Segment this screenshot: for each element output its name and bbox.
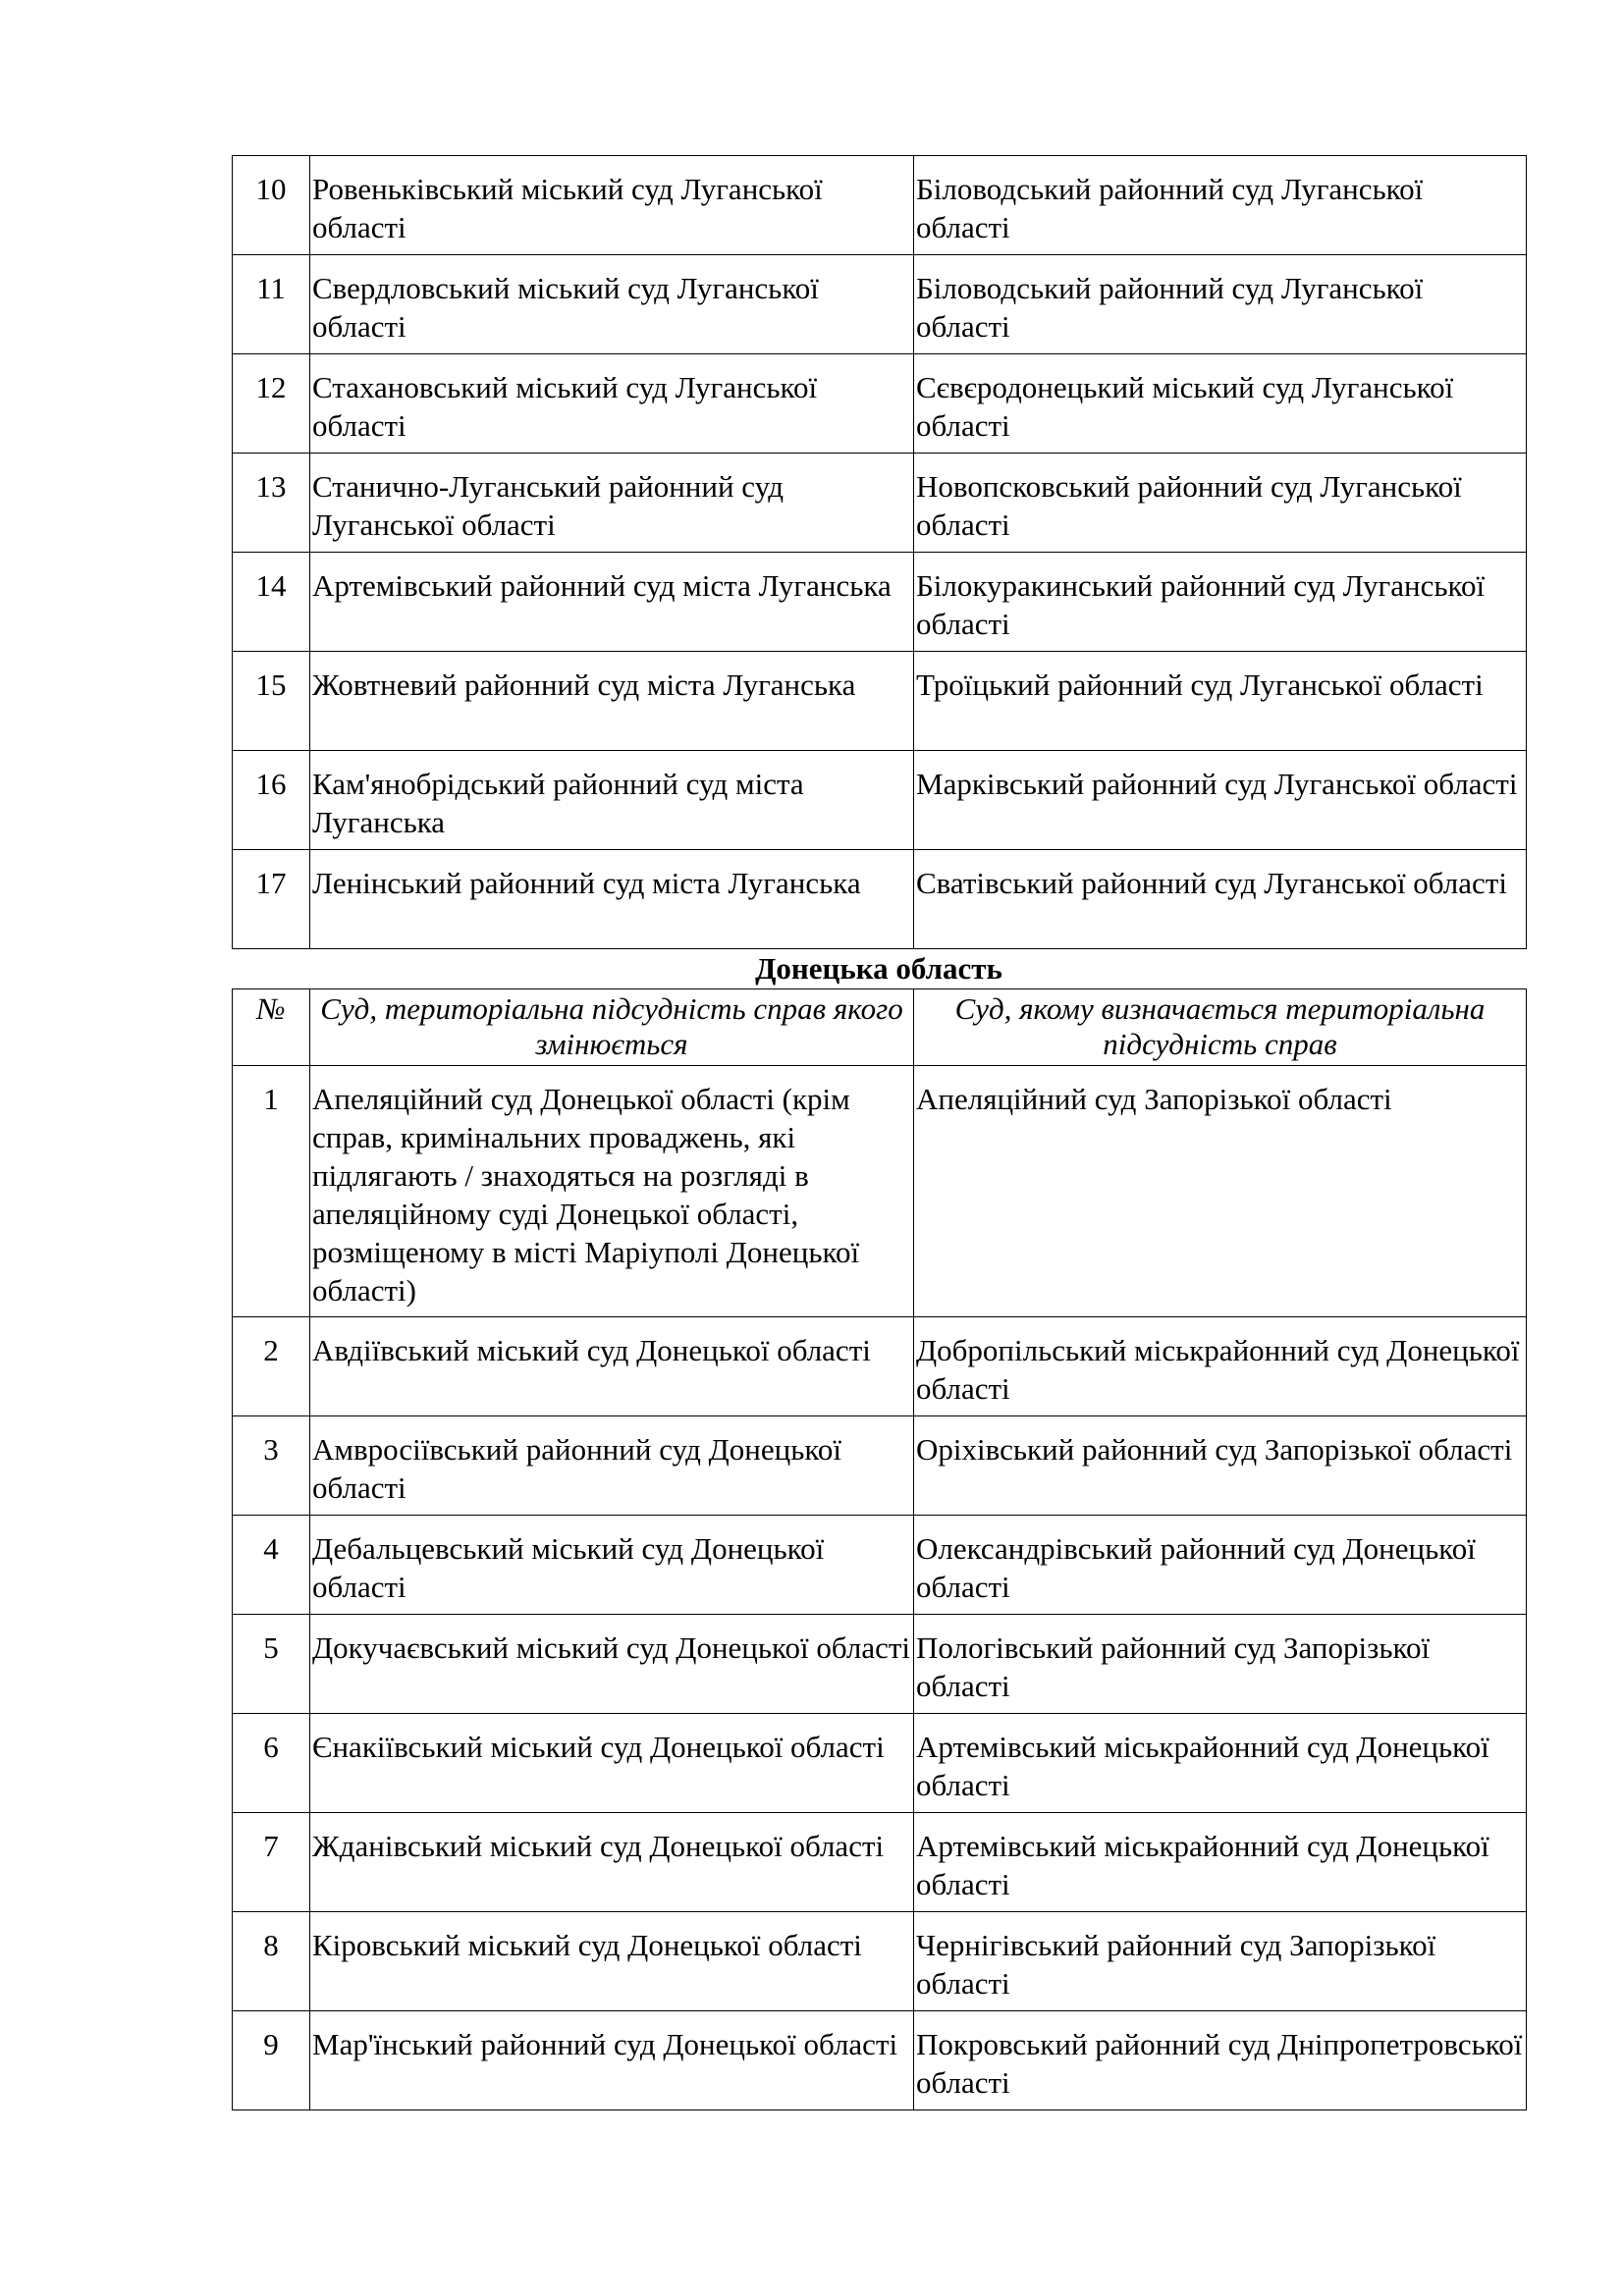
table-row <box>233 1615 1527 1714</box>
assigned-court: Новопсковський районний суд Луганської області <box>914 454 1527 553</box>
donetsk-courts-table <box>232 988 1527 2110</box>
row-number: 11 <box>233 255 310 354</box>
court-name: Свердловський міський суд Луганської області <box>310 255 914 354</box>
table-row <box>233 553 1527 652</box>
table-row <box>233 751 1527 850</box>
court-name: Ленінський районний суд міста Луганська <box>310 850 914 949</box>
assigned-court: Біловодський районний суд Луганської області <box>914 156 1527 255</box>
row-number: 14 <box>233 553 310 652</box>
assigned-court: Добропільський міськрайонний суд Донецької області <box>914 1317 1527 1416</box>
header-assigned-court: Суд, якому визначається територіальна підсудність справ <box>914 989 1527 1066</box>
row-number: 16 <box>233 751 310 850</box>
row-number: 8 <box>233 1912 310 2011</box>
court-name: Мар'їнський районний суд Донецької області <box>310 2011 914 2110</box>
row-number: 3 <box>233 1416 310 1516</box>
row-number: 2 <box>233 1317 310 1416</box>
row-number: 6 <box>233 1714 310 1813</box>
table-header-row <box>233 989 1527 1066</box>
table-row <box>233 1317 1527 1416</box>
assigned-court: Олександрівський районний суд Донецької області <box>914 1516 1527 1615</box>
row-number: 7 <box>233 1813 310 1912</box>
assigned-court: Марківський районний суд Луганської області <box>914 751 1527 850</box>
luhansk-courts-table <box>232 155 1527 949</box>
row-number: 1 <box>233 1066 310 1317</box>
assigned-court: Артемівський міськрайонний суд Донецької області <box>914 1714 1527 1813</box>
assigned-court: Троїцький районний суд Луганської області <box>914 652 1527 751</box>
row-number: 4 <box>233 1516 310 1615</box>
row-number: 13 <box>233 454 310 553</box>
assigned-court: Артемівський міськрайонний суд Донецької області <box>914 1813 1527 1912</box>
court-name: Авдіївський міський суд Донецької області <box>310 1317 914 1416</box>
row-number: 9 <box>233 2011 310 2110</box>
row-number: 12 <box>233 354 310 454</box>
assigned-court: Сєвєродонецький міський суд Луганської області <box>914 354 1527 454</box>
assigned-court: Чернігівський районний суд Запорізької області <box>914 1912 1527 2011</box>
table-row <box>233 156 1527 255</box>
table-row <box>233 1714 1527 1813</box>
table-row <box>233 2011 1527 2110</box>
table-row <box>233 1813 1527 1912</box>
header-number: № <box>233 989 310 1066</box>
table-row <box>233 1912 1527 2011</box>
assigned-court: Білокуракинський районний суд Луганської області <box>914 553 1527 652</box>
court-name: Дебальцевський міський суд Донецької області <box>310 1516 914 1615</box>
table-row <box>233 1516 1527 1615</box>
row-number: 10 <box>233 156 310 255</box>
court-name: Жовтневий районний суд міста Луганська <box>310 652 914 751</box>
table-row <box>233 354 1527 454</box>
court-name: Ровеньківський міський суд Луганської області <box>310 156 914 255</box>
assigned-court: Сватівський районний суд Луганської області <box>914 850 1527 949</box>
court-name: Єнакіївський міський суд Донецької області <box>310 1714 914 1813</box>
table-row <box>233 1416 1527 1516</box>
row-number: 17 <box>233 850 310 949</box>
court-name: Стахановський міський суд Луганської області <box>310 354 914 454</box>
court-name: Апеляційний суд Донецької області (крім справ, кримінальних проваджень, які підлягають / знаходяться на розгляді в апеляційному суді Донецької області, розміщеному в місті Маріуполі Донецької області) <box>310 1066 914 1317</box>
assigned-court: Біловодський районний суд Луганської області <box>914 255 1527 354</box>
assigned-court: Пологівський районний суд Запорізької області <box>914 1615 1527 1714</box>
row-number: 5 <box>233 1615 310 1714</box>
table-row <box>233 454 1527 553</box>
court-name: Станично-Луганський районний суд Луганської області <box>310 454 914 553</box>
table-row <box>233 652 1527 751</box>
assigned-court: Покровський районний суд Дніпропетровської області <box>914 2011 1527 2110</box>
court-name: Кіровський міський суд Донецької області <box>310 1912 914 2011</box>
court-name: Жданівський міський суд Донецької області <box>310 1813 914 1912</box>
header-court: Суд, територіальна підсудність справ якого змінюється <box>310 989 914 1066</box>
court-name: Кам'янобрідський районний суд міста Луганська <box>310 751 914 850</box>
row-number: 15 <box>233 652 310 751</box>
assigned-court: Оріхівський районний суд Запорізької області <box>914 1416 1527 1516</box>
court-name: Артемівський районний суд міста Луганська <box>310 553 914 652</box>
section-title-donetsk: Донецька область <box>755 951 1002 986</box>
table-row <box>233 1066 1527 1317</box>
table-row <box>233 255 1527 354</box>
court-name: Докучаєвський міський суд Донецької області <box>310 1615 914 1714</box>
court-name: Амвросіївський районний суд Донецької області <box>310 1416 914 1516</box>
assigned-court: Апеляційний суд Запорізької області <box>914 1066 1527 1317</box>
table-row <box>233 850 1527 949</box>
